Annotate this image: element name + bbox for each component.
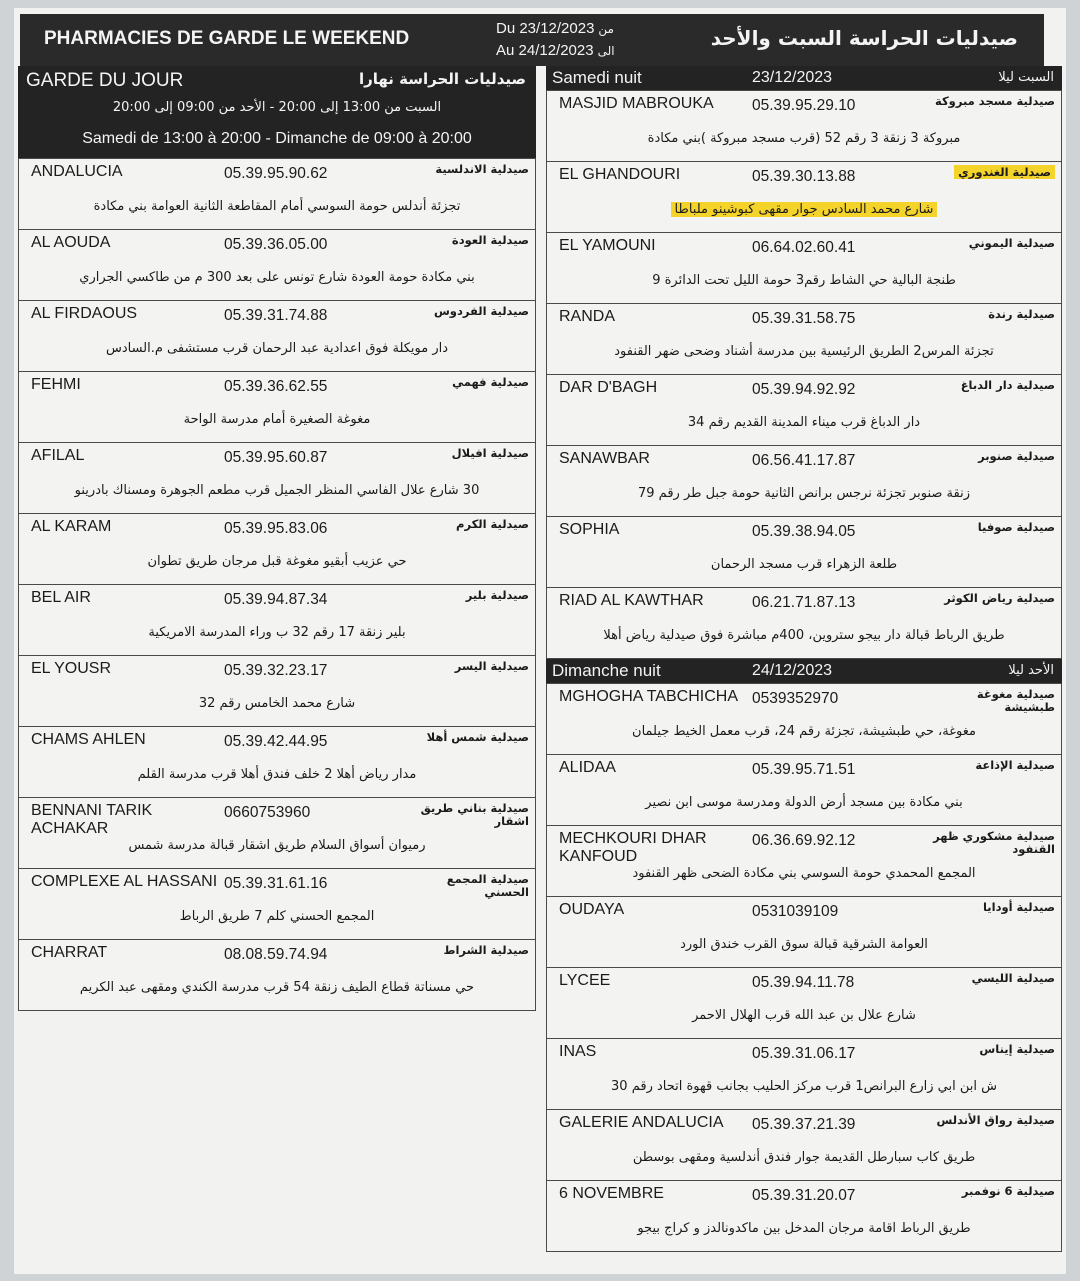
pharmacy-name-ar [954, 166, 1055, 179]
pharmacy-name-ar: صيدلية مسجد مبروكة [935, 94, 1055, 108]
pharmacy-phone: 06.36.69.92.12 [752, 832, 856, 849]
pharmacy-entry [546, 1110, 1062, 1181]
pharmacy-address: بني مكادة حومة العودة شارع تونس على بعد 300 م من طاكسي الجراري [79, 270, 475, 285]
garde-hours-fr: Samedi de 13:00 à 20:00 - Dimanche de 09:00 à 20:00 [82, 130, 472, 147]
dimanche-date: 24/12/2023 [752, 662, 833, 679]
pharmacy-name-ar: صيدلية الاندلسية [435, 162, 529, 176]
pharmacy-entry [18, 301, 536, 372]
pharmacy-entry [546, 517, 1062, 588]
title-fr: PHARMACIES DE GARDE LE WEEKEND [44, 28, 410, 49]
pharmacy-name: OUDAYA [559, 901, 625, 918]
pharmacy-name-ar: صيدلية الشراط [443, 943, 529, 957]
pharmacy-address: العوامة الشرقية قبالة سوق القرب خندق الورد [680, 937, 928, 952]
pharmacy-name-ar: صيدلية العودة [451, 233, 529, 247]
pharmacy-entry [546, 90, 1062, 162]
pharmacy-name: SOPHIA [559, 521, 620, 538]
pharmacy-entry [18, 514, 536, 585]
pharmacy-address: طريق كاب سبارطل القديمة جوار فندق أندلسية ومقهى بوسطن [632, 1150, 976, 1165]
pharmacy-name: 6 NOVEMBRE [559, 1185, 664, 1202]
pharmacy-address: دار الدباغ قرب ميناء المدينة القديم رقم 34 [687, 415, 921, 430]
pharmacy-entry [18, 869, 536, 940]
garde-du-jour-column [18, 66, 536, 1011]
pharmacy-name: MECHKOURI DHAR KANFOUD [559, 830, 707, 865]
pharmacy-name: AL AOUDA [31, 234, 111, 251]
pharmacy-address: ش ابن ابي زارع البرانص1 قرب مركز الحليب بجانب قهوة اتحاد رقم 30 [611, 1079, 997, 1094]
pharmacy-address [557, 202, 1051, 217]
pharmacy-name-ar: صيدلية 6 نوفمبر [961, 1184, 1055, 1198]
pharmacy-name: AL FIRDAOUS [31, 305, 138, 322]
pharmacy-entry [546, 446, 1062, 517]
from-ar: من [598, 22, 614, 36]
pharmacy-phone: 05.39.31.74.88 [224, 307, 328, 324]
pharmacy-phone: 05.39.31.58.75 [752, 310, 856, 327]
pharmacy-address: حي مسناتة قطاع الطيف زنقة 54 قرب مدرسة الكندي ومقهى عبد الكريم [79, 980, 475, 995]
pharmacy-address: 30 شارع علال الفاسي المنظر الجميل قرب مطعم الجوهرة ومسناك بادرينو [74, 483, 480, 498]
pharmacy-address: تجزئة المرس2 الطريق الرئيسية بين مدرسة أشناد وضحى ضهر القنفود [614, 344, 994, 359]
pharmacy-address: طريق الرباط قبالة دار بيجو ستروين، 400م مباشرة فوق صيدلية رياض أهلا [603, 628, 1005, 643]
pharmacy-name-ar: صيدلية مغوغة طبشيشة [976, 687, 1055, 714]
pharmacy-name: COMPLEXE AL HASSANI [31, 873, 218, 890]
pharmacy-entry [546, 755, 1062, 826]
pharmacy-name: FEHMI [31, 376, 81, 393]
pharmacy-name: GALERIE ANDALUCIA [559, 1114, 724, 1131]
pharmacy-entry [18, 230, 536, 301]
pharmacy-address: حي عزيب أبقيو مغوغة قبل مرجان طريق تطوان [147, 554, 407, 569]
pharmacy-entry [18, 798, 536, 869]
pharmacy-phone: 05.39.30.13.88 [752, 168, 856, 185]
pharmacy-name-ar: صيدلية الإذاعة [975, 758, 1055, 772]
pharmacy-name-ar: صيدلية الفردوس [433, 304, 529, 318]
dimanche-nuit-header [546, 659, 1062, 683]
pharmacy-entry [18, 656, 536, 727]
pharmacy-address: طريق الرباط اقامة مرجان المدخل بين ماكدونالدز و كراج بيجو [637, 1221, 971, 1236]
pharmacy-phone: 06.56.41.17.87 [752, 452, 856, 469]
pharmacy-phone: 06.21.71.87.13 [752, 594, 856, 611]
pharmacy-phone: 05.39.31.06.17 [752, 1045, 856, 1062]
pharmacy-phone: 05.39.94.92.92 [752, 381, 856, 398]
garde-hours-ar: السبت من 13:00 إلى 20:00 - الأحد من 09:00 إلى 20:00 [112, 100, 442, 115]
pharmacy-address: مبروكة 3 زنقة 3 رقم 52 (قرب مسجد مبروكة )بني مكادة [647, 131, 961, 146]
pharmacy-name: EL YAMOUNI [559, 237, 656, 254]
pharmacy-name-ar: صيدلية دار الدباغ [960, 378, 1055, 392]
pharmacy-phone: 05.39.95.90.62 [224, 165, 328, 182]
garde-title-ar: صيدليات الحراسة نهارا [358, 70, 526, 88]
header-bar [20, 14, 1044, 66]
dimanche-title: Dimanche nuit [552, 661, 661, 680]
pharmacy-address: شارع علال بن عبد الله قرب الهلال الاحمر [692, 1008, 916, 1023]
pharmacy-name: CHAMS AHLEN [31, 731, 146, 748]
pharmacy-address: رميوان أسواق السلام طريق اشقار قبالة مدرسة شمس [128, 838, 426, 853]
pharmacy-phone: 08.08.59.74.94 [224, 946, 328, 963]
pharmacy-address: مدار رياض أهلا 2 خلف فندق أهلا قرب مدرسة القلم [137, 767, 417, 782]
garde-list [18, 158, 536, 1011]
pharmacy-entry [546, 162, 1062, 233]
pharmacy-phone: 06.64.02.60.41 [752, 239, 856, 256]
pharmacy-name-ar: صيدلية مشكوري ظهر القنفود [933, 829, 1055, 856]
pharmacy-entry [546, 826, 1062, 897]
pharmacy-name: AFILAL [31, 447, 85, 464]
pharmacy-name: MGHOGHA TABCHICHA [559, 688, 738, 705]
to-ar: الى [597, 44, 615, 58]
pharmacy-name-ar: صيدلية افيلال [451, 446, 529, 460]
pharmacy-name-ar: صيدلية اليسر [454, 659, 529, 673]
pharmacy-name: CHARRAT [31, 944, 108, 961]
dimanche-title-ar: الأحد ليلا [1008, 663, 1054, 678]
pharmacy-name: SANAWBAR [559, 450, 650, 467]
pharmacy-phone: 0539352970 [752, 690, 839, 707]
pharmacy-phone: 05.39.94.87.34 [224, 591, 328, 608]
garde-du-jour-header [18, 66, 536, 158]
pharmacy-name-ar: صيدلية رياض الكوثر [944, 591, 1055, 605]
pharmacy-name: BEL AIR [31, 589, 91, 606]
to-date: Au 24/12/2023 [496, 42, 594, 59]
pharmacy-entry [18, 585, 536, 656]
pharmacy-name-ar: صيدلية بلير [465, 588, 529, 602]
samedi-date: 23/12/2023 [752, 69, 833, 86]
pharmacy-name: AL KARAM [31, 518, 112, 535]
pharmacy-phone: 0531039109 [752, 903, 839, 920]
pharmacy-entry [546, 304, 1062, 375]
night-column [546, 66, 1062, 1252]
pharmacy-phone: 0660753960 [224, 804, 311, 821]
pharmacy-name: RANDA [559, 308, 616, 325]
pharmacy-entry [546, 375, 1062, 446]
pharmacy-name-ar: صيدلية بناني طريق اشقار [420, 801, 529, 828]
samedi-nuit-header [546, 66, 1062, 90]
pharmacy-phone: 05.39.31.20.07 [752, 1187, 856, 1204]
pharmacy-name: ANDALUCIA [31, 163, 123, 180]
samedi-title-ar: السبت ليلا [998, 70, 1054, 85]
pharmacy-address-highlight: شارع محمد السادس جوار مقهى كبوشينو ملباطا [671, 202, 938, 217]
pharmacy-address: طلعة الزهراء قرب مسجد الرحمان [710, 557, 898, 572]
pharmacy-entry [546, 1181, 1062, 1252]
pharmacy-address: المجمع المحمدي حومة السوسي بني مكادة الضحى ظهر القنفود [632, 866, 976, 881]
pharmacy-name-ar: صيدلية شمس أهلا [426, 730, 529, 744]
pharmacy-name-ar-highlight: صيدلية الغندوري [954, 165, 1055, 179]
pharmacy-phone: 05.39.36.62.55 [224, 378, 328, 395]
pharmacy-phone: 05.39.95.29.10 [752, 97, 856, 114]
title-ar: صيدليات الحراسة السبت والأحد [710, 26, 1018, 50]
pharmacy-address: بني مكادة بين مسجد أرض الدولة ومدرسة موسى ابن نصير [645, 795, 963, 810]
pharmacy-entry [546, 233, 1062, 304]
pharmacy-name: INAS [559, 1043, 597, 1060]
pharmacy-entry [18, 372, 536, 443]
samedi-list [546, 90, 1062, 659]
pharmacy-address: المجمع الحسني كلم 7 طريق الرباط [179, 909, 375, 924]
pharmacy-address: زنقة صنوبر تجزئة نرجس برانص الثانية حومة جبل طر رقم 79 [637, 486, 971, 501]
pharmacy-name: EL YOUSR [31, 660, 112, 677]
pharmacy-entry [546, 897, 1062, 968]
pharmacy-name: EL GHANDOURI [559, 166, 681, 183]
pharmacy-phone: 05.39.31.61.16 [224, 875, 328, 892]
pharmacy-name-ar: صيدلية المجمع الحسني [446, 872, 529, 899]
pharmacy-phone: 05.39.42.44.95 [224, 733, 328, 750]
pharmacy-name: DAR D'BAGH [559, 379, 658, 396]
pharmacy-address: مغوغة، حي طبشيشة، تجزئة رقم 24، قرب معمل الخيط جيلمان [632, 724, 976, 739]
pharmacy-entry [546, 968, 1062, 1039]
pharmacy-name: BENNANI TARIK ACHAKAR [31, 802, 153, 837]
pharmacy-phone: 05.39.94.11.78 [752, 974, 855, 991]
pharmacy-entry [546, 683, 1062, 755]
pharmacy-name: MASJID MABROUKA [559, 95, 714, 112]
pharmacy-name-ar: صيدلية رندة [988, 307, 1055, 321]
dimanche-list [546, 683, 1062, 1252]
pharmacy-phone: 05.39.38.94.05 [752, 523, 856, 540]
pharmacy-phone: 05.39.32.23.17 [224, 662, 328, 679]
pharmacy-phone: 05.39.95.60.87 [224, 449, 328, 466]
pharmacy-entry [546, 1039, 1062, 1110]
pharmacy-name: RIAD AL KAWTHAR [559, 592, 704, 609]
pharmacy-address: شارع محمد الخامس رقم 32 [198, 696, 356, 711]
pharmacy-phone: 05.39.95.71.51 [752, 761, 856, 778]
pharmacy-entry [18, 940, 536, 1011]
pharmacy-entry [546, 588, 1062, 659]
pharmacy-entry [18, 158, 536, 230]
pharmacy-address: طنجة البالية حي الشاط رقم3 حومة الليل تحت الدائرة 9 [652, 273, 956, 288]
pharmacy-entry [18, 727, 536, 798]
pharmacy-name-ar: صيدلية أودايا [982, 900, 1055, 914]
pharmacy-name-ar: صيدلية صوفيا [977, 520, 1055, 534]
pharmacy-address: دار مويكلة فوق اعدادية عبد الرحمان قرب مستشفى م.السادس [105, 341, 449, 356]
pharmacy-entry [18, 443, 536, 514]
pharmacy-name-ar: صيدلية الليسي [971, 971, 1055, 985]
pharmacy-address: تجزئة أندلس حومة السوسي أمام المقاطعة الثانية العوامة بني مكادة [93, 199, 461, 214]
pharmacy-name-ar: صيدلية الكرم [456, 517, 529, 531]
pharmacy-name-ar: صيدلية صنوبر [978, 449, 1055, 463]
pharmacy-name: ALIDAA [559, 759, 616, 776]
pharmacy-name-ar: صيدلية فهمي [452, 375, 529, 389]
pharmacy-name-ar: صيدلية إيناس [979, 1042, 1055, 1056]
pharmacy-name-ar: صيدلية اليموني [968, 236, 1055, 250]
pharmacy-address: مغوغة الصغيرة أمام مدرسة الواحة [183, 412, 371, 427]
garde-title: GARDE DU JOUR [26, 70, 184, 91]
pharmacy-phone: 05.39.95.83.06 [224, 520, 328, 537]
pharmacy-name-ar: صيدلية رواق الأندلس [936, 1113, 1055, 1127]
date-range [496, 18, 615, 62]
samedi-title: Samedi nuit [552, 68, 642, 87]
pharmacy-address: بلير زنقة 17 رقم 32 ب وراء المدرسة الامريكية [148, 625, 406, 640]
pharmacy-name: LYCEE [559, 972, 611, 989]
from-date: Du 23/12/2023 [496, 20, 595, 37]
pharmacy-phone: 05.39.36.05.00 [224, 236, 328, 253]
pharmacy-phone: 05.39.37.21.39 [752, 1116, 856, 1133]
